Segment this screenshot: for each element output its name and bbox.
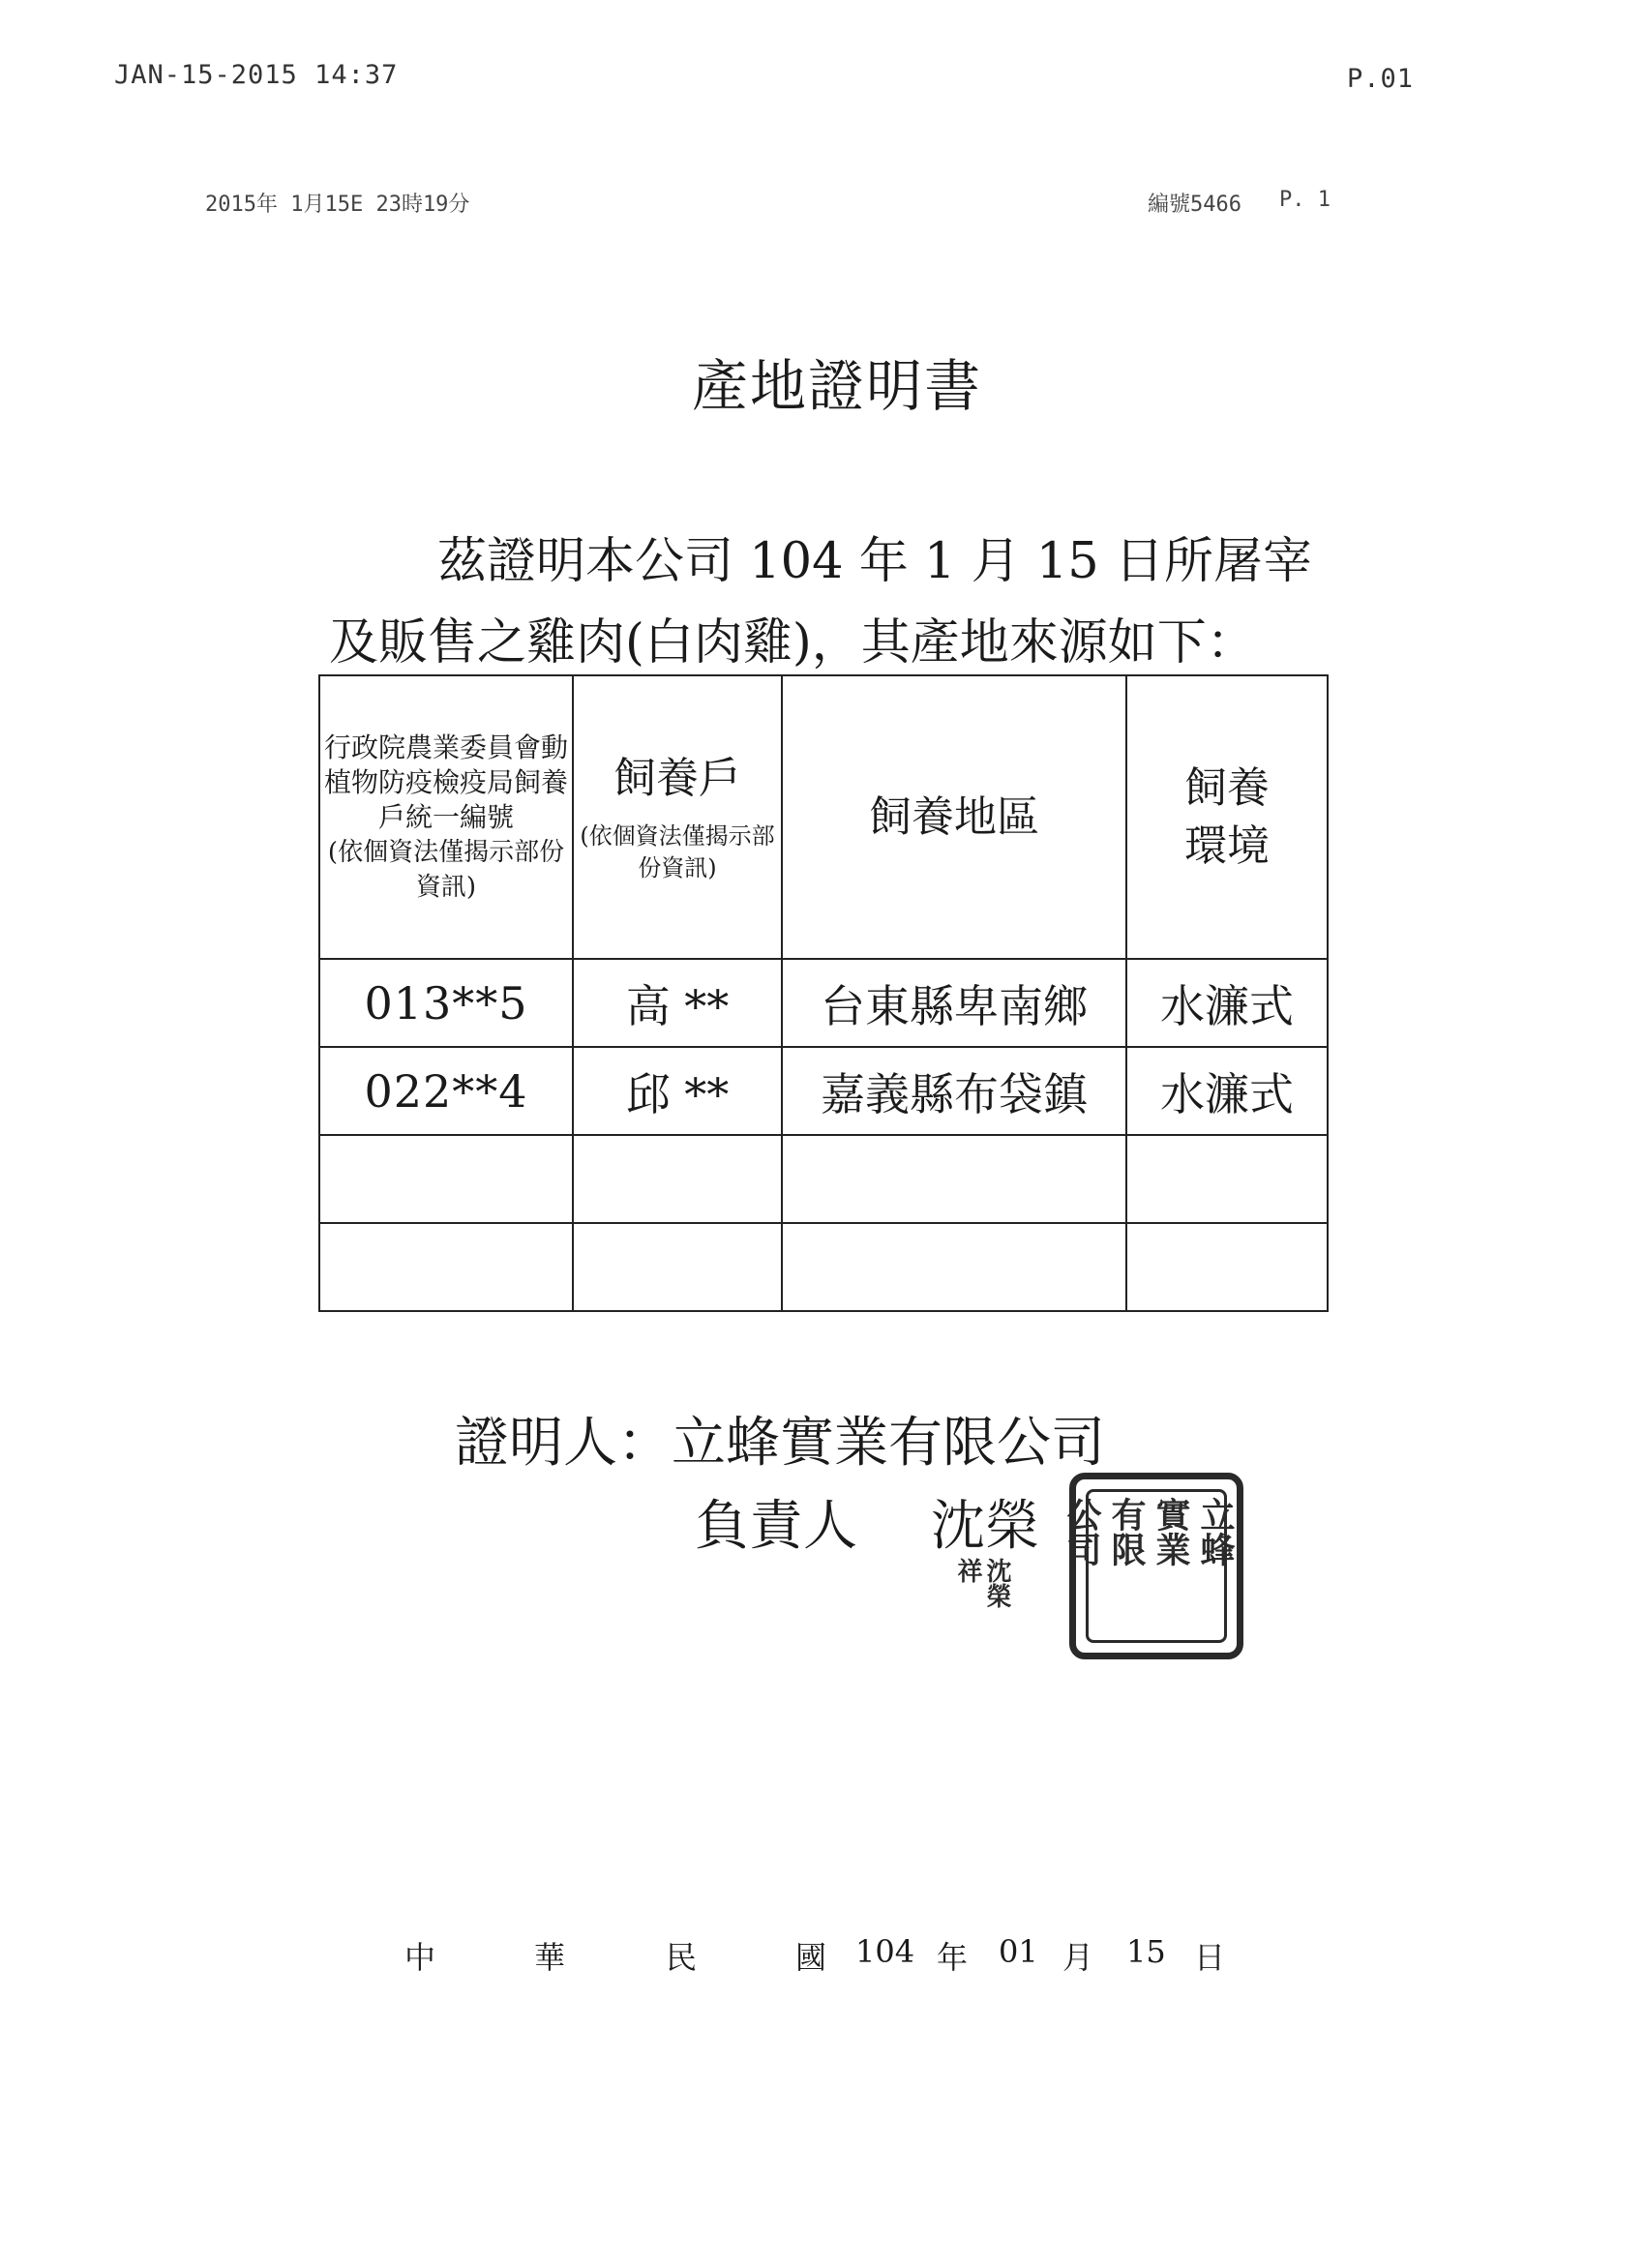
cell-region: 嘉義縣布袋鎮 [782,1047,1126,1135]
header-label: 飼養環境 [1184,763,1270,871]
date-era-4: 國 [795,1939,827,1976]
fax-datetime: JAN-15-2015 14:37 [114,60,399,90]
header-label: 飼養戶 [613,753,741,803]
statement-line-1: 茲證明本公司 104 年 1 月 15 日所屠宰 [437,533,1312,590]
table-row [319,959,1328,1047]
seal-glyph-column: 實業 [1151,1497,1191,1567]
date-year-label: 年 [937,1939,969,1976]
table-row [319,1047,1328,1135]
header-label: 行政院農業委員會動植物防疫檢疫局飼養戶統一編號 [323,731,568,833]
header-farm-registration-id [319,675,573,959]
cell-registration-id: 022**4 [319,1047,573,1135]
personal-seal-stamp [953,1558,1027,1631]
header-note: (依個資法僅揭示部份資訊) [327,837,565,902]
date-era-1: 中 [404,1939,436,1976]
table-row [319,1223,1328,1311]
cell-region: 台東縣卑南鄉 [782,959,1126,1047]
statement-line-2: 及販售之雞肉(白肉雞)，其產地來源如下： [329,614,1256,671]
seal-glyph-column: 公司 [1062,1497,1102,1567]
seal-glyph-column: 有限 [1106,1497,1147,1567]
date-year: 104 [855,1933,915,1970]
table-row [319,1135,1328,1223]
origin-table [318,674,1329,1312]
cell-environment: 水濂式 [1126,1047,1328,1135]
transmit-time: 2015年 1月15E 23時19分 [205,193,470,217]
cell-region [782,1135,1126,1223]
personal-seal-glyphs: 沈榮祥 [953,1558,1011,1608]
cell-registration-id [319,1135,573,1223]
header-label: 飼養地區 [869,791,1039,842]
document-title: 產地證明書 [691,353,982,419]
header-farm-region [782,675,1126,959]
cell-farmer [573,1135,782,1223]
transmit-number: 編號5466 [1148,193,1241,217]
cell-farmer: 高 ** [573,959,782,1047]
fax-page-number: P.01 [1347,64,1415,94]
date-day: 15 [1126,1933,1166,1970]
cell-region [782,1223,1126,1311]
table-header-row [319,675,1328,959]
certifier-line: 證明人：立蜂實業有限公司 [455,1412,1105,1475]
date-month-label: 月 [1062,1939,1094,1976]
cell-environment: 水濂式 [1126,959,1328,1047]
date-era-3: 民 [666,1939,698,1976]
header-note: (依個資法僅揭示部份資訊) [580,822,775,882]
company-seal-stamp [1062,1473,1243,1659]
cell-farmer: 邱 ** [573,1047,782,1135]
date-month: 01 [999,1933,1038,1970]
date-day-label: 日 [1194,1939,1226,1976]
cell-registration-id [319,1223,573,1311]
cell-farmer [573,1223,782,1311]
cell-environment [1126,1135,1328,1223]
header-farm-environment [1126,675,1328,959]
cell-environment [1126,1223,1328,1311]
seal-glyphs [1062,1497,1236,1567]
cell-registration-id: 013**5 [319,959,573,1047]
header-farmer [573,675,782,959]
date-era-2: 華 [534,1939,566,1976]
representative-name: 沈榮 [931,1495,1039,1558]
transmit-page: P. 1 [1279,188,1331,212]
representative-label: 負責人 [695,1495,857,1558]
seal-glyph-column: 立蜂 [1195,1497,1236,1567]
